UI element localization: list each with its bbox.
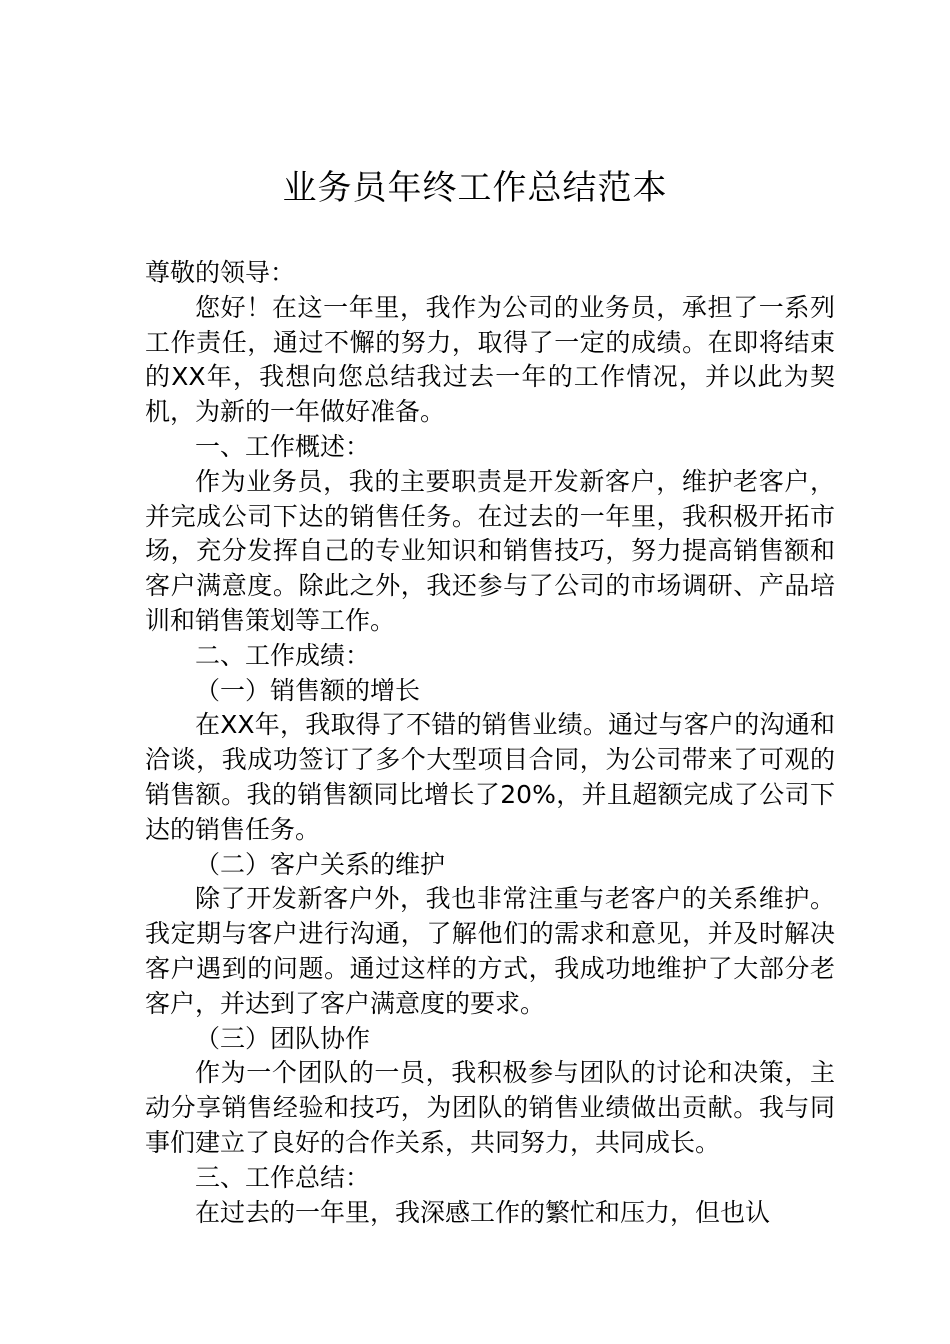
section-heading-achievements: 二、工作成绩： xyxy=(195,640,371,670)
salutation: 尊敬的领导： xyxy=(145,258,296,287)
subheading-sales-growth: （一）销售额的增长 xyxy=(195,675,421,705)
document-body xyxy=(145,256,835,1230)
paragraph-overview: 作为业务员，我的主要职责是开发新客户，维护老客户，并完成公司下达的销售任务。在过去的一年里，我积极开拓市场，充分发挥自己的专业知识和销售技巧，努力提高销售额和客户满意度。除此之外，我还参与了公司的市场调研、产品培训和销售策划等工作。 xyxy=(145,466,835,635)
document-title: 业务员年终工作总结范本 xyxy=(282,168,668,208)
subheading-customer-relations: （二）客户关系的维护 xyxy=(195,849,446,879)
paragraph-greeting: 您好！在这一年里，我作为公司的业务员，承担了一系列工作责任，通过不懈的努力，取得了一定的成绩。在即将结束的XX年，我想向您总结我过去一年的工作情况，并以此为契机，为新的一年做好准备。 xyxy=(145,292,835,427)
paragraph-sales-growth: 在XX年，我取得了不错的销售业绩。通过与客户的沟通和洽谈，我成功签订了多个大型项目合同，为公司带来了可观的销售额。我的销售额同比增长了20%，并且超额完成了公司下达的销售任务。 xyxy=(145,710,835,844)
paragraph-customer-relations: 除了开发新客户外，我也非常注重与老客户的关系维护。我定期与客户进行沟通，了解他们的需求和意见，并及时解决客户遇到的问题。通过这样的方式，我成功地维护了大部分老客户，并达到了客户满意度的要求。 xyxy=(145,884,835,1018)
section-heading-summary: 三、工作总结： xyxy=(195,1162,371,1192)
paragraph-teamwork: 作为一个团队的一员，我积极参与团队的讨论和决策，主动分享销售经验和技巧，为团队的销售业绩做出贡献。我与同事们建立了良好的合作关系，共同努力，共同成长。 xyxy=(145,1058,835,1157)
paragraph-summary: 在过去的一年里，我深感工作的繁忙和压力，但也认 xyxy=(195,1197,771,1227)
subheading-teamwork: （三）团队协作 xyxy=(195,1023,371,1053)
section-heading-overview: 一、工作概述： xyxy=(195,431,371,461)
